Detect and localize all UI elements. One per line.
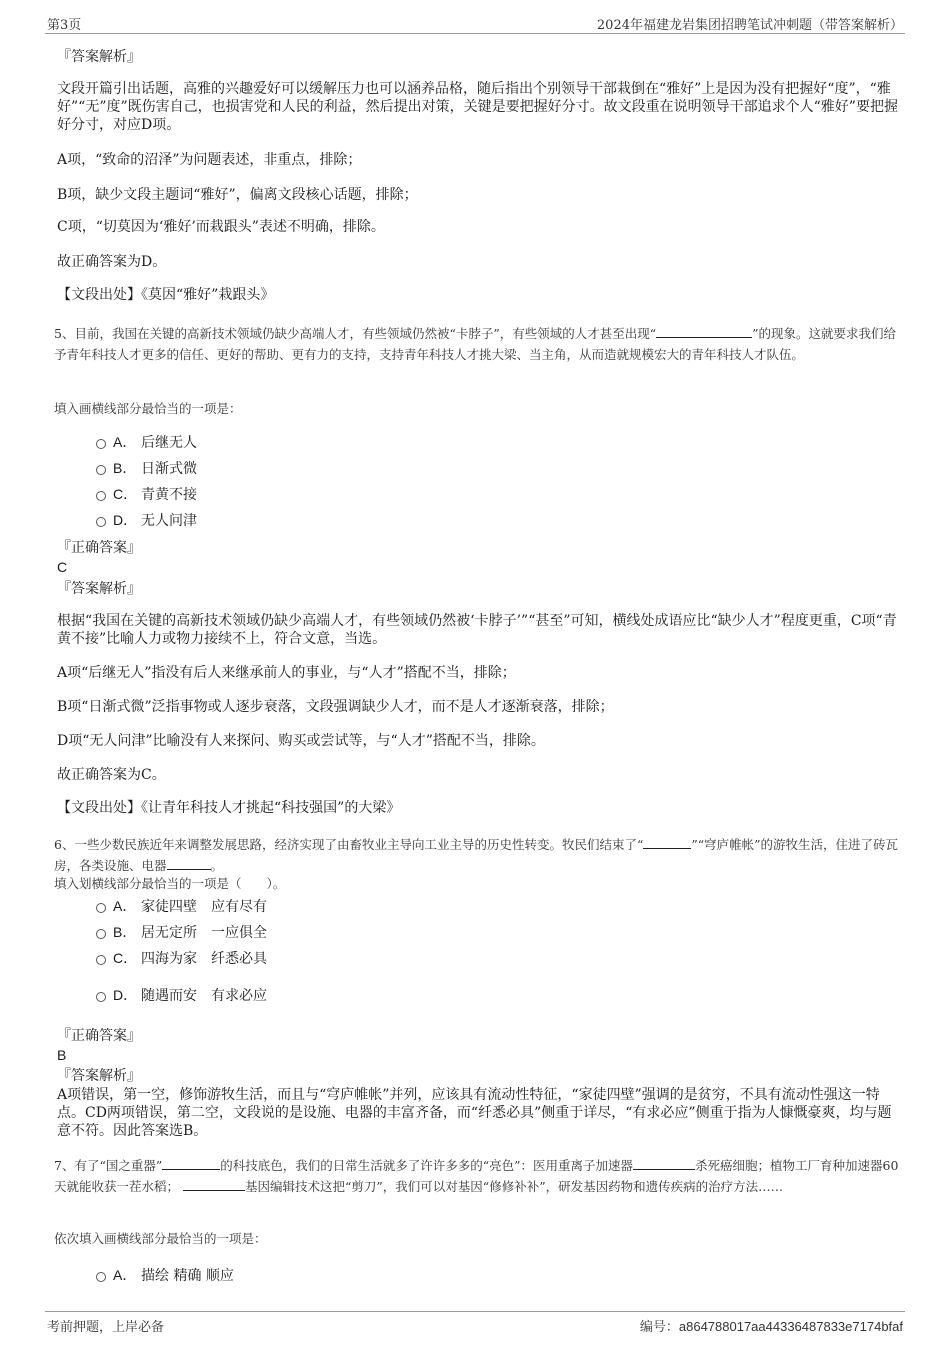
q5-source: 【文段出处】《让青年科技人才挑起“科技强国”的大梁》 <box>57 800 401 816</box>
q4-analysis-heading: 『答案解析』 <box>57 49 141 65</box>
q5-analysis-text: 根据“我国在关键的高新技术领域仍缺少高端人才，有些领域仍然被‘卡脖子’”“甚至”可知，横线处成语应比“缺少人才”程度更重，C项“青黄不接”比喻人力或物力接续不上，符合文意，当选。 <box>57 613 897 647</box>
q6-analysis-text: A项错误，第一空，修饰游牧生活，而且与“穹庐帷帐”并列，应该具有流动性特征，“家徒四壁”强调的是贫穷，不具有流动性强这一特点。CD两项错误，第二空，文段说的是设施、电器的丰富齐备，而“纤悉必具”侧重于详尽，“有求必应”侧重于指为人慷慨豪爽，均与题意不符。因此答案选B。 <box>57 1087 892 1139</box>
q4-analysis-text: 文段开篇引出话题，高雅的兴趣爱好可以缓解压力也可以涵养品格，随后指出个别领导干部栽倒在“雅好”上是因为没有把握好“度”，“雅好”“无”度”既伤害自己，也损害党和人民的利益，然后提出对策，关键是要把握好分寸。故文段重在说明领导干部追求个人“雅好”要把握好分寸，对应D项。 <box>57 81 898 133</box>
q7-option-a[interactable]: A． 描绘 精确 顺应 <box>96 1265 234 1285</box>
page-header <box>45 12 905 34</box>
document-code <box>640 1316 903 1335</box>
radio-icon[interactable] <box>96 903 106 913</box>
q5-answer: C <box>57 559 68 575</box>
q4-conclusion: 故正确答案为D。 <box>57 254 167 270</box>
q5-option-b[interactable]: B． 日渐式微 <box>96 458 197 478</box>
q5-note-a: A项“后继无人”指没有后人来继承前人的事业，与“人才”搭配不当，排除； <box>57 665 516 681</box>
q5-answer-heading: 『正确答案』 <box>57 540 141 556</box>
radio-icon[interactable] <box>96 491 106 501</box>
code-value: a864788017aa44336487833e7174bfaf <box>678 1319 903 1334</box>
q6-answer-heading: 『正确答案』 <box>57 1028 141 1044</box>
q6-option-b[interactable]: B． 居无定所 一应俱全 <box>96 922 267 942</box>
radio-icon[interactable] <box>96 465 106 475</box>
q7-prompt: 依次填入画横线部分最恰当的一项是： <box>54 1231 267 1246</box>
q6-answer: B <box>57 1047 67 1063</box>
q4-source: 【文段出处】《莫因“雅好”栽跟头》 <box>57 287 275 303</box>
q5-option-d[interactable]: D． 无人问津 <box>96 510 197 530</box>
q5-note-b: B项“日渐式微”泛指事物或人逐步衰落，文段强调缺少人才，而不是人才逐渐衰落，排除； <box>57 699 614 715</box>
q5-stem: 5、目前，我国在关键的高新技术领域仍缺少高端人才，有些领域仍然被“卡脖子”，有些领域的人才甚至出现“ ”的现象。这就要求我们给予青年科技人才更多的信任、更好的帮助、更有力的支持，支持青年科技人才挑大梁、当主角，从而造就规模宏大的青年科技人才队伍。 <box>54 326 897 362</box>
page-footer <box>45 1311 905 1335</box>
q5-prompt: 填入画横线部分最恰当的一项是： <box>54 401 242 416</box>
radio-icon[interactable] <box>96 439 106 449</box>
q6-stem: 6、一些少数民族近年来调整发展思路，经济实现了由畜牧业主导向工业主导的历史性转变。牧民们结束了“ ”“穹庐帷帐”的游牧生活，住进了砖瓦房，各类设施、电器 。 <box>54 837 899 873</box>
radio-icon[interactable] <box>96 992 106 1002</box>
radio-icon[interactable] <box>96 929 106 939</box>
q6-prompt: 填入划横线部分最恰当的一项是（ ）。 <box>54 876 286 891</box>
radio-icon[interactable] <box>96 955 106 965</box>
q4-note-a: A项，“致命的沼泽”为问题表述，非重点，排除； <box>57 152 362 168</box>
q5-option-a[interactable]: A． 后继无人 <box>96 432 197 452</box>
code-label: 编号： <box>639 1320 679 1335</box>
q5-conclusion: 故正确答案为C。 <box>57 767 166 783</box>
q6-analysis-heading: 『答案解析』 <box>57 1068 141 1084</box>
q5-note-d: D项“无人问津”比喻没有人来探问、购买或尝试等，与“人才”搭配不当，排除。 <box>57 733 545 749</box>
radio-icon[interactable] <box>96 517 106 527</box>
q7-stem: 7、有了“国之重器” 的科技底色，我们的日常生活就多了许许多多的“亮色”：医用重离子加速器 杀死癌细胞；植物工厂育种加速器60天就能收获一茬水稻； 基因编辑技术这把“剪刀”，我们可以对基因“修修补补”，研发基因药物和遗传疾病的治疗方法…… <box>54 1158 899 1194</box>
document-title: 2024年福建龙岩集团招聘笔试冲刺题（带答案解析） <box>596 18 903 33</box>
q4-note-b: B项，缺少文段主题词“雅好”，偏离文段核心话题，排除； <box>57 187 418 203</box>
q5-analysis-heading: 『答案解析』 <box>57 581 141 597</box>
q6-option-d[interactable]: D． 随遇而安 有求必应 <box>96 985 267 1005</box>
q5-option-c[interactable]: C． 青黄不接 <box>96 484 197 504</box>
page-number: 第3页 <box>47 18 82 33</box>
q6-option-c[interactable]: C． 四海为家 纤悉必具 <box>96 948 267 968</box>
q4-note-c: C项，“切莫因为‘雅好’而栽跟头”表述不明确，排除。 <box>57 219 385 235</box>
footer-slogan: 考前押题，上岸必备 <box>47 1320 165 1335</box>
radio-icon[interactable] <box>96 1272 106 1282</box>
q6-option-a[interactable]: A． 家徒四壁 应有尽有 <box>96 896 267 916</box>
